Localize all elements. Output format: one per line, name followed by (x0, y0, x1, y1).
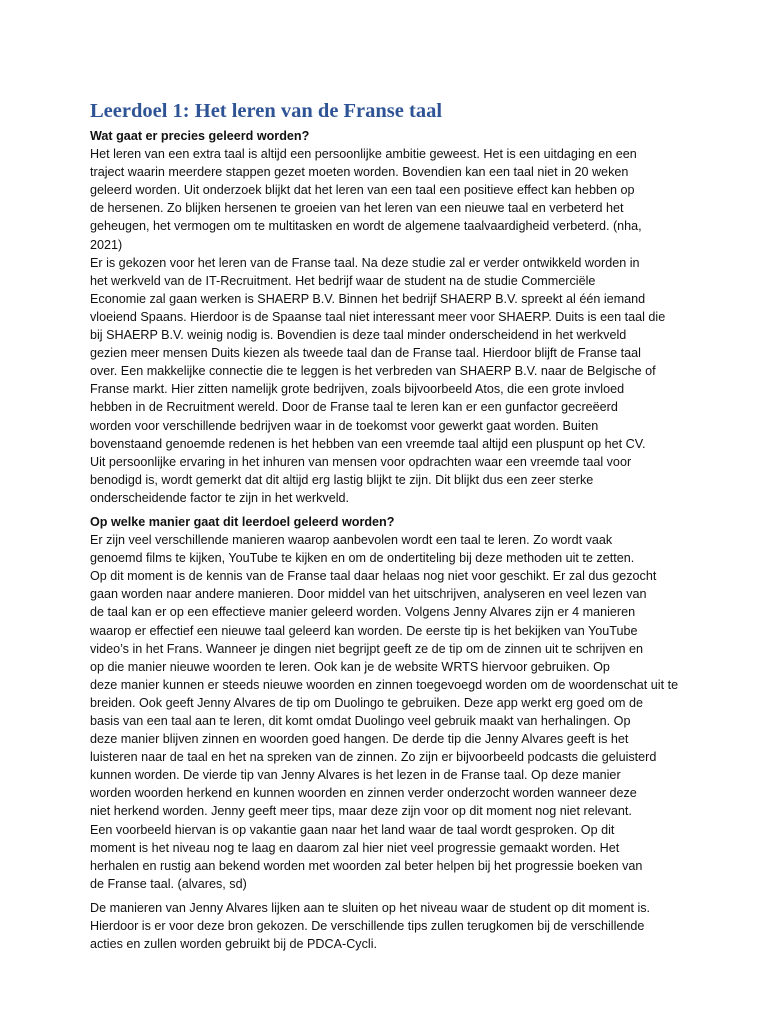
paragraph-line: Hierdoor is er voor deze bron gekozen. De verschillende tips zullen terugkomen bij de verschillende (90, 919, 645, 934)
paragraph-line: de hersenen. Zo blijken hersenen te groeien van het leren van een nieuwe taal en verbeterd het (90, 201, 624, 216)
paragraph-line: op die manier nieuwe woorden te leren. Ook kan je de website WRTS hiervoor gebruiken. Op (90, 659, 610, 674)
paragraph-line: video’s in het Frans. Wanneer je dingen niet begrijpt geeft ze de tip om de zinnen uit te schrijven en (90, 641, 644, 656)
paragraph-line: herhalen en rustig aan bekend worden met woorden zal beter helpen bij het progressie boeken van (90, 858, 643, 873)
paragraph-line: waarop er effectief een nieuwe taal geleerd kan worden. De eerste tip is het bekijken van YouTube (90, 623, 638, 638)
paragraph-line: hebben in de Recruitment wereld. Door de Franse taal te leren kan er een gunfactor gecreëerd (90, 400, 618, 415)
paragraph-line: Uit persoonlijke ervaring in het inhuren van mensen voor opdrachten waar een vreemde taal voor (90, 454, 632, 469)
paragraph-line: breiden. Ook geeft Jenny Alvares de tip om Duolingo te gebruiken. Deze app werkt erg goed om de (90, 695, 644, 710)
section-conclusion-body (90, 899, 684, 953)
paragraph-line: worden voor verschillende bedrijven waar in de toekomst voor gewerkt gaat worden. Buiten (90, 418, 599, 433)
paragraph-line: gezien meer mensen Duits kiezen als tweede taal dan de Franse taal. Hierdoor blijft de Franse taal (90, 346, 641, 361)
paragraph-line: Op dit moment is de kennis van de Franse taal daar helaas nog niet voor geschikt. Er zal dus gezocht (90, 569, 657, 584)
section-how-body (90, 531, 684, 893)
paragraph-line: De manieren van Jenny Alvares lijken aan te sluiten op het niveau waar de student op dit moment is. (90, 900, 651, 915)
paragraph-line: acties en zullen worden gebruikt bij de PDCA-Cycli. (90, 937, 377, 952)
paragraph-line: het werkveld van de IT-Recruitment. Het bedrijf waar de student na de studie Commerciële (90, 273, 596, 288)
paragraph-line: de Franse taal. (alvares, sd) (90, 876, 247, 891)
paragraph-line: worden woorden herkend en kunnen woorden en zinnen verder onderzocht worden wanneer deze (90, 786, 637, 801)
paragraph-line: Franse markt. Hier zitten namelijk grote bedrijven, zoals bijvoorbeeld Atos, die een grote invloed (90, 382, 625, 397)
paragraph-line: deze manier blijven zinnen en woorden goed hangen. De derde tip die Jenny Alvares geeft is het (90, 732, 629, 747)
paragraph-line: genoemd films te kijken, YouTube te kijken en om de ondertiteling bij deze methoden uit te zetten. (90, 551, 635, 566)
paragraph-line: deze manier kunnen er steeds nieuwe woorden en zinnen toegevoegd worden om de woordenschat uit te (90, 677, 679, 692)
paragraph-line: basis van een taal aan te leren, dit komt omdat Duolingo veel gebruik maakt van herhalingen. Op (90, 714, 631, 728)
document-page (90, 98, 684, 953)
paragraph-line: niet herkend worden. Jenny geeft meer tips, maar deze zijn voor op dit moment nog niet relevant. (90, 804, 632, 819)
paragraph-line: traject waarin meerdere stappen gezet moeten worden. Bovendien kan een taal niet in 20 weken (90, 165, 629, 180)
paragraph-line: vloeiend Spaans. Hierdoor is de Spaanse taal niet interessant meer voor SHAERP. Duits is een taal die (90, 309, 666, 324)
paragraph-line: Er is gekozen voor het leren van de Franse taal. Na deze studie zal er verder ontwikkeld worden in (90, 255, 640, 270)
paragraph-line: luisteren naar de taal en het na spreken van de zinnen. Zo zijn er bijvoorbeeld podcasts die geluisterd (90, 750, 657, 765)
paragraph-line: kunnen worden. De vierde tip van Jenny Alvares is het lezen in de Franse taal. Op deze manier (90, 768, 621, 783)
section-heading-how: Op welke manier gaat dit leerdoel geleerd worden? (90, 514, 395, 529)
paragraph-line: Er zijn veel verschillende manieren waarop aanbevolen wordt een taal te leren. Zo wordt vaak (90, 533, 613, 548)
page-title: Leerdoel 1: Het leren van de Franse taal (90, 100, 443, 122)
paragraph-line: bij SHAERP B.V. weinig nodig is. Bovendien is deze taal minder onderscheidend in het werkveld (90, 328, 627, 343)
paragraph-line: 2021) (90, 237, 123, 252)
section-heading-what: Wat gaat er precies geleerd worden? (90, 129, 310, 143)
section-what-body (90, 145, 684, 507)
paragraph-line: Een voorbeeld hiervan is op vakantie gaan naar het land waar de taal wordt gesproken. Op dit (90, 822, 615, 837)
paragraph-line: onderscheidende factor te zijn in het werkveld. (90, 490, 350, 505)
paragraph-line: bovenstaand genoemde redenen is het hebben van een vreemde taal altijd een pluspunt op het CV. (90, 436, 646, 451)
paragraph-line: Economie zal gaan werken is SHAERP B.V. Binnen het bedrijf SHAERP B.V. spreekt al één iemand (90, 291, 646, 306)
paragraph-line: Het leren van een extra taal is altijd een persoonlijke ambitie geweest. Het is een uitdaging en een (90, 147, 637, 162)
paragraph-line: geleerd worden. Uit onderzoek blijkt dat het leren van een taal een positieve effect kan hebben op (90, 183, 635, 198)
paragraph-line: gaan worden naar andere manieren. Door middel van het uitschrijven, analyseren en veel lezen van (90, 587, 647, 602)
paragraph-line: geheugen, het vermogen om te multitasken en wordt de algemene taalvaardigheid verbeterd. (nha, (90, 219, 642, 234)
paragraph-line: moment is het niveau nog te laag en daarom zal hier niet veel progressie gemaakt worden. Het (90, 840, 620, 855)
paragraph-line: over. Een makkelijke connectie die te leggen is het verbreden van SHAERP B.V. naar de Belgische of (90, 364, 656, 379)
paragraph-line: benodigd is, wordt gemerkt dat dit altijd erg lastig blijkt te zijn. Dit blijkt dus een zeer sterke (90, 472, 594, 487)
paragraph-line: de taal kan er op een effectieve manier geleerd worden. Volgens Jenny Alvares zijn er 4 manieren (90, 605, 636, 620)
